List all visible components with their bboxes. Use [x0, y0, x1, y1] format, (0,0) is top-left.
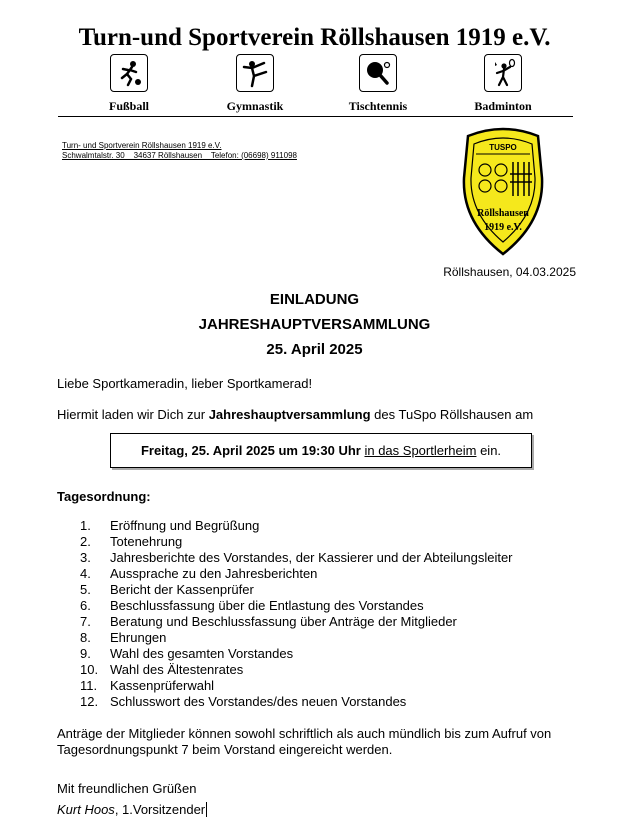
agenda-item	[80, 518, 513, 534]
club-logo	[458, 126, 548, 261]
agenda-item	[80, 662, 513, 678]
agenda-item-number: 5.	[80, 582, 91, 597]
agenda-item	[80, 614, 513, 630]
agenda-item-text: Ehrungen	[110, 630, 167, 645]
agenda-item-text: Schlusswort des Vorstandes/des neuen Vorstandes	[110, 694, 407, 709]
greeting: Liebe Sportkameradin, lieber Sportkamerad!	[57, 376, 313, 391]
agenda-item	[80, 630, 513, 646]
agenda-item-text: Eröffnung und Begrüßung	[110, 518, 260, 533]
sport-badminton	[443, 54, 563, 114]
agenda-item-text: Kassenprüferwahl	[110, 678, 215, 693]
intro-after: des TuSpo Röllshausen am	[370, 407, 534, 422]
sender-address	[62, 141, 297, 161]
address-line: Turn- und Sportverein Röllshausen 1919 e.V.	[62, 141, 222, 150]
badminton-icon	[484, 54, 522, 92]
event-datetime: Freitag, 25. April 2025 um 19:30 Uhr	[140, 443, 361, 458]
logo-top-text: TUSPO	[489, 143, 517, 152]
intro-bold: Jahreshauptversammlung	[208, 407, 371, 422]
signature	[57, 802, 207, 817]
intro-text	[57, 407, 533, 422]
logo-name: Röllshausen	[477, 208, 529, 219]
agenda-item	[80, 646, 513, 662]
closing-line-2: Tagesordnungspunkt 7 beim Vorstand eingereicht werden.	[57, 742, 393, 757]
agenda-item-number: 4.	[80, 566, 91, 581]
agenda-item-number: 2.	[80, 534, 91, 549]
address-line: Schwalmtalstr. 30 34637 Röllshausen Telefon: (06698) 911098	[62, 151, 297, 160]
sport-football	[69, 54, 189, 114]
agenda-list	[80, 518, 513, 710]
sport-table-tennis	[318, 54, 438, 114]
logo-year: 1919 e.V.	[484, 222, 522, 233]
agenda-item-number: 9.	[80, 646, 91, 661]
agenda-item-number: 1.	[80, 518, 91, 533]
heading-meeting: JAHRESHAUPTVERSAMMLUNG	[198, 316, 431, 333]
agenda-item-text: Totenehrung	[110, 534, 183, 549]
sport-label: Gymnastik	[226, 99, 284, 113]
sport-label: Badminton	[474, 99, 532, 113]
agenda-item-number: 3.	[80, 550, 91, 565]
agenda-item-text: Bericht der Kassenprüfer	[110, 582, 254, 597]
agenda-item-number: 11.	[80, 678, 98, 693]
closing-line-1: Anträge der Mitglieder können sowohl schriftlich als auch mündlich bis zum Aufruf von	[57, 726, 552, 741]
sport-gymnastics	[195, 54, 315, 114]
agenda-item-text: Beschlussfassung über die Entlastung des Vorstandes	[110, 598, 424, 613]
event-after: ein.	[476, 443, 502, 458]
heading-date: 25. April 2025	[266, 341, 363, 358]
agenda-item	[80, 694, 513, 710]
table-tennis-icon	[359, 54, 397, 92]
agenda-item	[80, 582, 513, 598]
agenda-item	[80, 566, 513, 582]
agenda-item	[80, 678, 513, 694]
intro-before: Hiermit laden wir Dich zur	[57, 407, 209, 422]
event-box	[110, 433, 532, 468]
agenda-item-text: Aussprache zu den Jahresberichten	[110, 566, 318, 581]
football-player-icon	[110, 54, 148, 92]
agenda-item-text: Wahl des Ältestenrates	[110, 662, 244, 677]
signature-role: , 1.Vorsitzender	[114, 802, 206, 817]
agenda-item-number: 12.	[80, 694, 99, 709]
event-location: in das Sportlerheim	[364, 443, 477, 458]
agenda-item	[80, 534, 513, 550]
header-divider	[58, 116, 573, 117]
agenda-title: Tagesordnung:	[57, 489, 151, 504]
signature-name: Kurt Hoos	[57, 802, 115, 817]
agenda-item-number: 10.	[80, 662, 99, 677]
heading-invitation: EINLADUNG	[269, 291, 360, 308]
agenda-item	[80, 598, 513, 614]
agenda-item-number: 7.	[80, 614, 91, 629]
agenda-item-text: Beratung und Beschlussfassung über Anträge der Mitglieder	[110, 614, 457, 629]
agenda-item-number: 8.	[80, 630, 91, 645]
gymnast-icon	[236, 54, 274, 92]
signoff: Mit freundlichen Grüßen	[57, 781, 197, 796]
agenda-item	[80, 550, 513, 566]
date-line: Röllshausen, 04.03.2025	[443, 265, 576, 279]
agenda-item-text: Wahl des gesamten Vorstandes	[110, 646, 294, 661]
sport-label: Tischtennis	[348, 99, 408, 113]
sport-label: Fußball	[108, 99, 150, 113]
agenda-item-number: 6.	[80, 598, 91, 613]
club-title: Turn-und Sportverein Röllshausen 1919 e.V.	[78, 24, 551, 51]
agenda-item-text: Jahresberichte des Vorstandes, der Kassierer und der Abteilungsleiter	[110, 550, 513, 565]
